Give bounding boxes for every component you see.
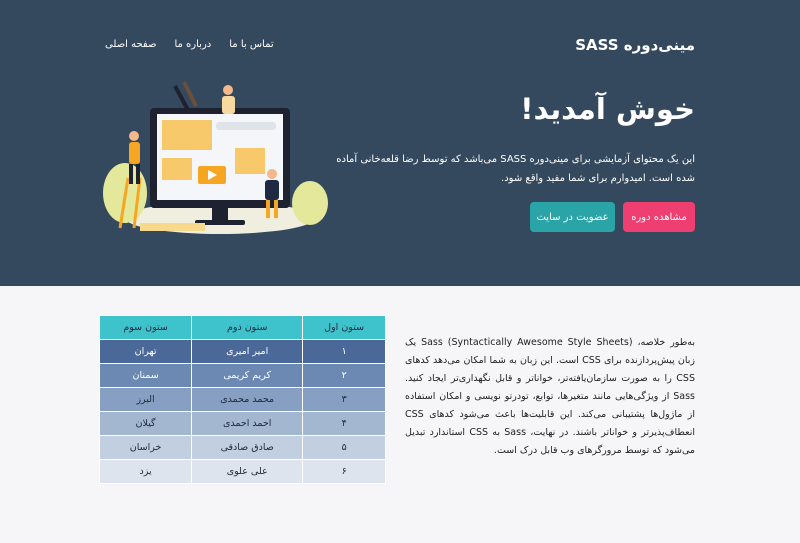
table-cell: صادق صادقی [192,436,303,460]
table-row [100,364,386,388]
table-cell: یزد [100,460,192,484]
table-row [100,460,386,484]
hero-description: این یک محتوای آزمایشی برای مینی‌دوره SASS می‌باشد که توسط رضا قلعه‌خانی آماده شده است. امیدوارم برای شما مفید واقع شود. [336,154,695,184]
table-cell: ۶ [303,460,386,484]
table-cell: علی علوی [192,460,303,484]
table-cell: تهران [100,340,192,364]
nav-item-contact[interactable]: تماس با ما [229,39,274,50]
table-cell: سمنان [100,364,192,388]
table-header: ستون دوم [192,316,303,340]
main-nav [105,39,274,50]
table-cell: کریم کریمی [192,364,303,388]
view-course-button[interactable]: مشاهده دوره [623,202,695,232]
table-cell: البرز [100,388,192,412]
table-header: ستون اول [303,316,386,340]
table-cell: محمد محمدی [192,388,303,412]
article-paragraph: به‌طور خلاصه، Sass (Syntactically Awesome Style Sheets) یک زبان پیش‌پردازنده برای CSS است. این زبان به شما امکان می‌دهد کدهای CSS را به صورت سازمان‌یافته‌تر، خواناتر و قابل نگهداری‌تر ایجاد کنید. Sass از ویژگی‌هایی مانند متغیرها، توابع، تودرتو نویسی و امکان استفاده از ماژول‌ها پشتیبانی می‌کند. این قابلیت‌ها باعث می‌شود کدهای CSS انعطاف‌پذیرتر و خواناتر باشند. در نهایت، Sass به CSS استاندارد تبدیل می‌شود که توسط مرورگرهای وب قابل درک است. [405,337,695,456]
table-cell: ۴ [303,412,386,436]
web-design-illustration [100,78,330,238]
table-header: ستون سوم [100,316,192,340]
table-cell: احمد احمدی [192,412,303,436]
table-row [100,388,386,412]
nav-item-about[interactable]: درباره ما [174,39,212,50]
table-cell: ۵ [303,436,386,460]
data-table [99,315,386,484]
table-cell: امیر امیری [192,340,303,364]
table-cell: خراسان [100,436,192,460]
table-row [100,340,386,364]
table-row [100,412,386,436]
table-cell: ۳ [303,388,386,412]
table-cell: ۱ [303,340,386,364]
table-cell: گیلان [100,412,192,436]
table-cell: ۲ [303,364,386,388]
signup-button[interactable]: عضویت در سایت [530,202,615,232]
nav-item-home[interactable]: صفحه اصلی [105,39,157,50]
brand-logo[interactable]: مینی‌دوره SASS [575,36,695,54]
table-row [100,436,386,460]
page-title: خوش آمدید! [520,92,695,126]
